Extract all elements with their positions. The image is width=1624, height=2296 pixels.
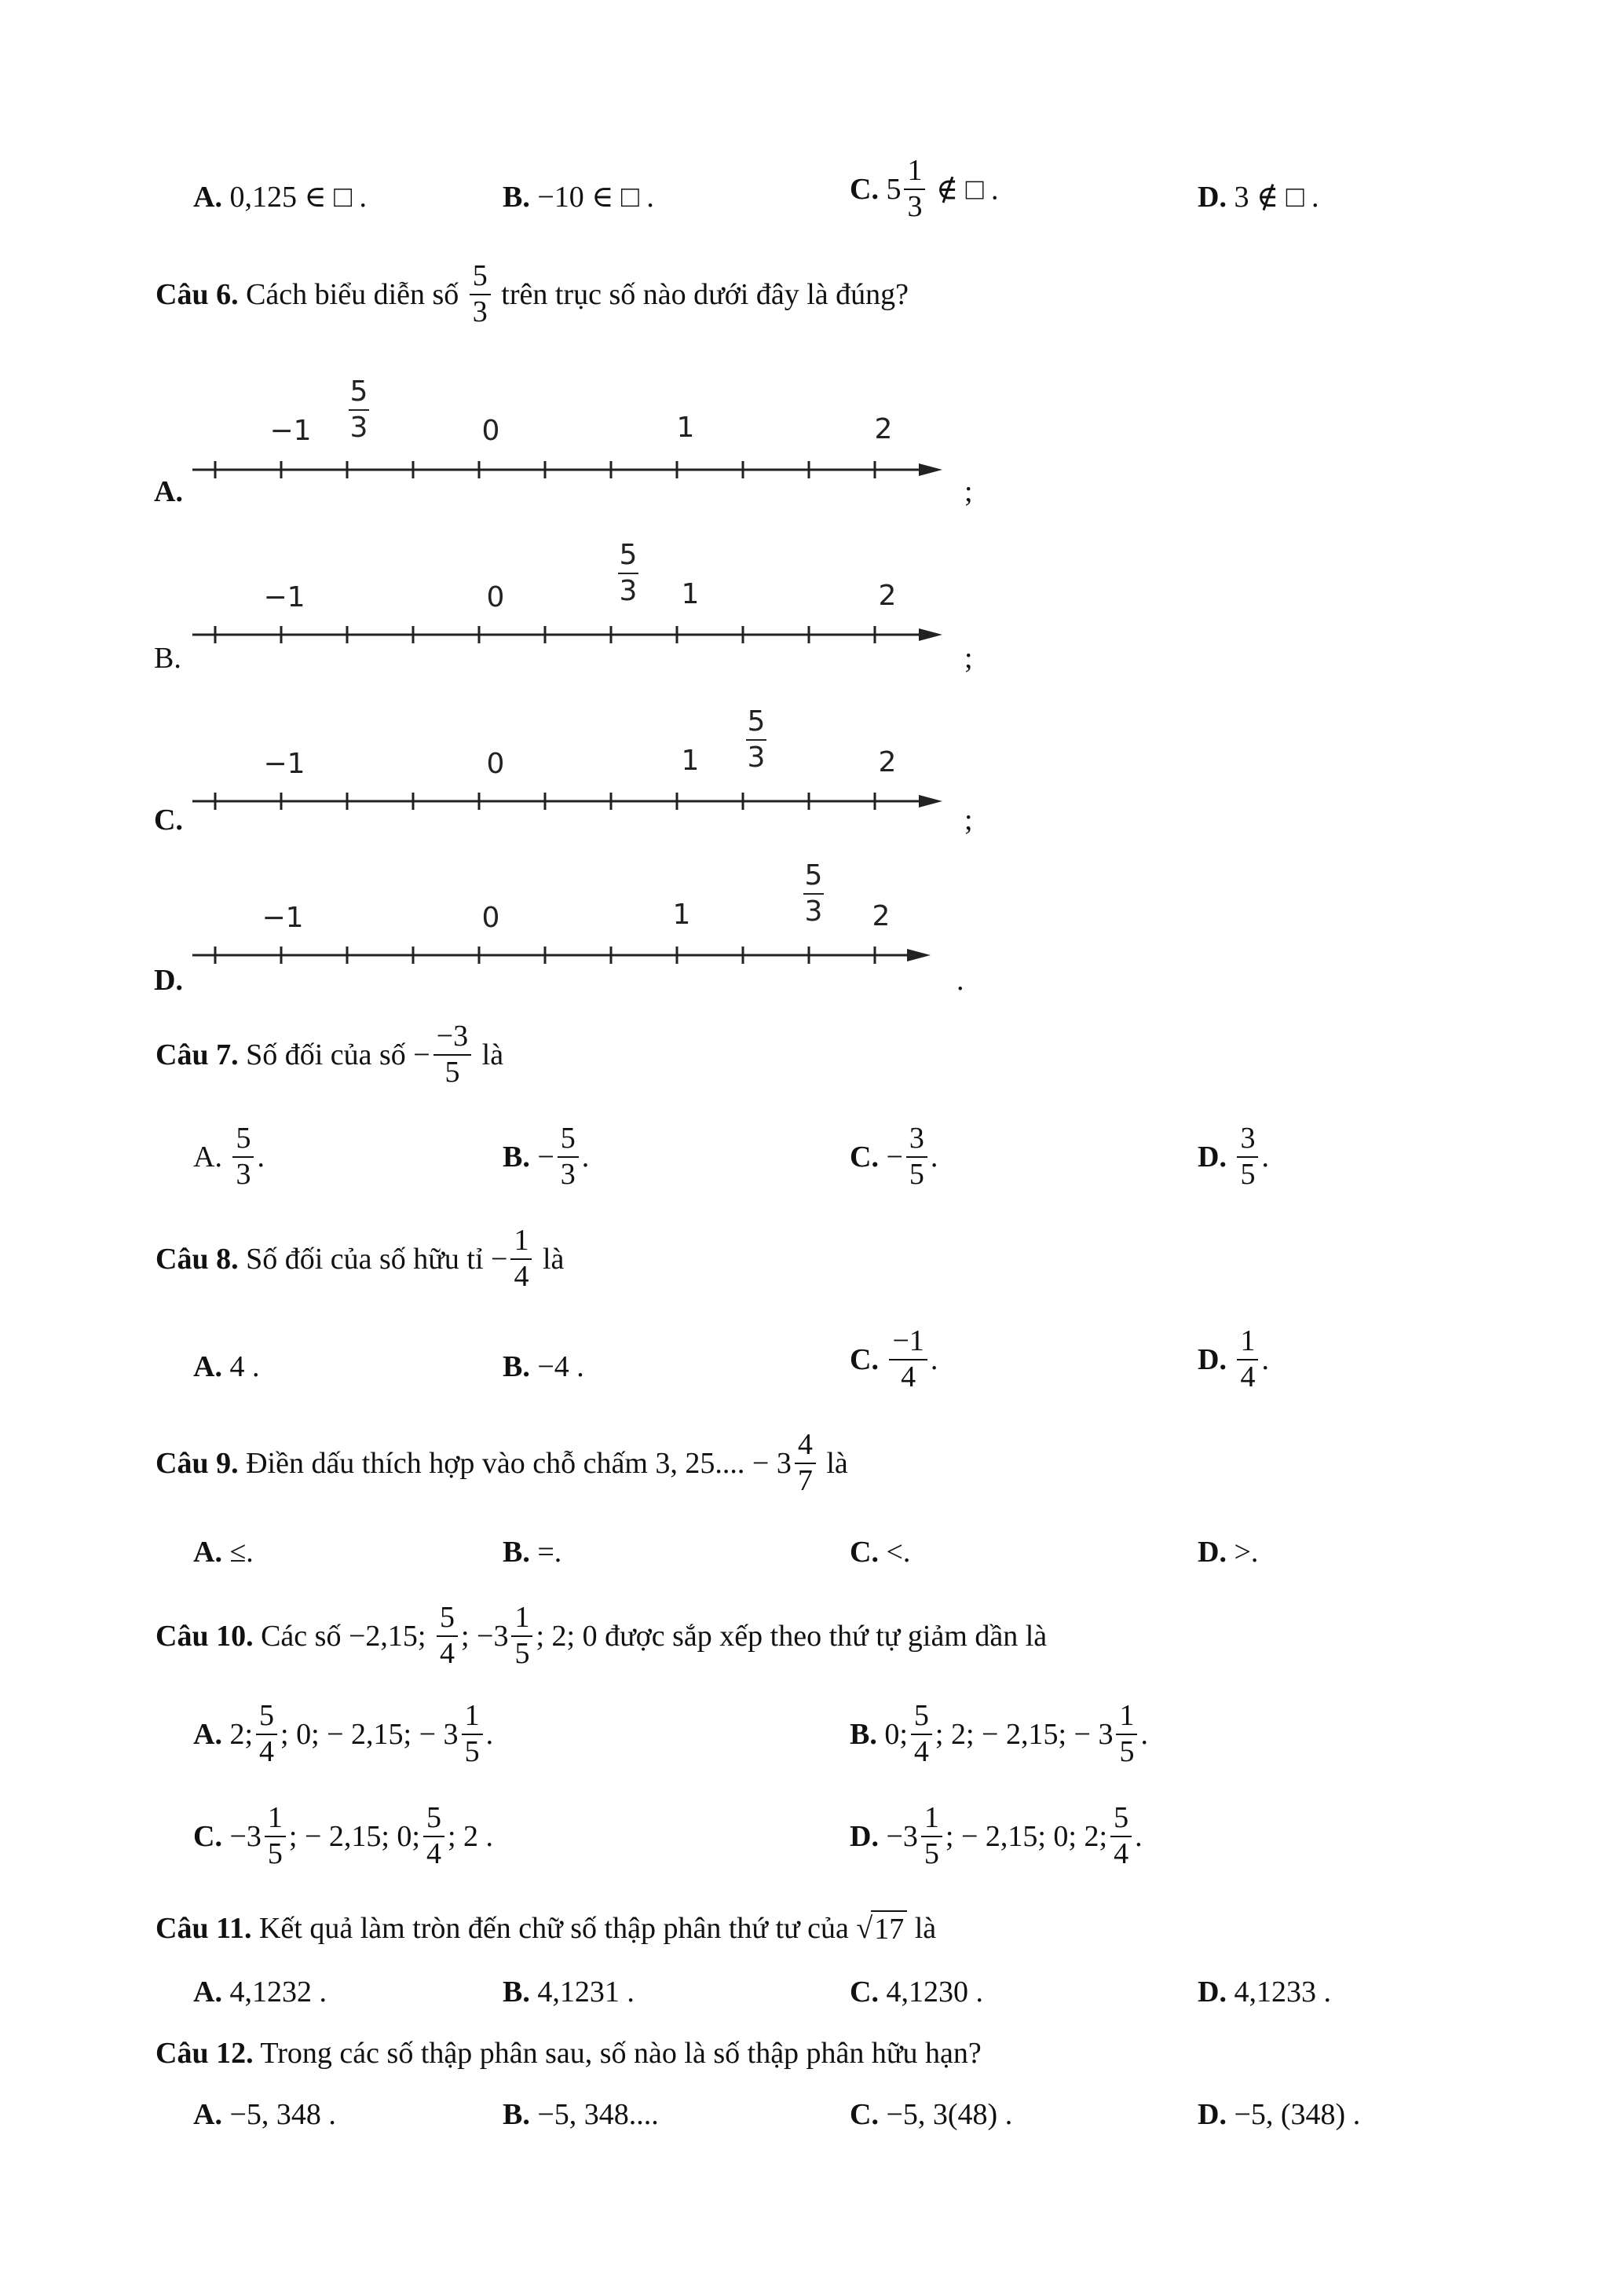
q8-option-d[interactable]: D. $\frac{1}{4}$ . [1198,1324,1269,1393]
fraction-denominator: 3 [349,412,368,444]
fraction-numerator: 5 [619,539,638,571]
fraction: $\frac{1}{4}$ [1237,1326,1258,1393]
label-minus-one: −1 [263,748,305,780]
radical-sign-icon: √ [856,1912,873,1945]
fraction: $\frac{5}{3}$ [470,261,491,328]
mixed-number: 5 $\frac{1}{3}$ [886,156,928,223]
square-root: √ 17 [856,1910,907,1946]
q6-option-a-end: ; [964,475,973,508]
q6-option-d-letter[interactable]: D. [154,964,183,997]
label-minus-one: −1 [263,581,305,613]
q9-option-a[interactable]: A. ≤. [193,1536,254,1569]
q7-option-c[interactable]: C. − $\frac{3}{5}$ . [850,1122,938,1191]
fraction: $\frac{3}{5}$ [1237,1123,1258,1191]
q6-option-a-letter[interactable]: A. [154,475,183,508]
fraction-denominator: 3 [619,575,638,607]
q7-option-b[interactable]: B. − $\frac{5}{3}$ . [503,1122,590,1191]
q12-option-d[interactable]: D. −5, (348) . [1198,2098,1361,2131]
label-zero: 0 [481,415,500,447]
fraction: $\frac{5}{4}$ [911,1701,932,1768]
q10-prompt: Câu 10. Các số −2,15; $\frac{5}{4}$ ; −3 $\frac{1}{5}$ ; 2; 0 được sắp xếp theo thứ tự giảm dần là [155,1601,1048,1670]
fraction-numerator: 5 [349,375,368,408]
q6-option-b-end: ; [964,642,973,675]
q9-option-c[interactable]: C. <. [850,1536,911,1569]
label-two: 2 [874,413,893,445]
option-letter: B. [503,181,530,214]
q8-option-c[interactable]: C. $\frac{-1}{4}$ . [850,1324,938,1393]
label-two: 2 [878,746,897,778]
label-two: 2 [878,580,897,612]
q5-option-a[interactable] [193,179,367,214]
number-line-c [157,694,942,851]
q11-option-d[interactable]: D. 4,1233 . [1198,1976,1331,2009]
label-zero: 0 [481,902,500,934]
fraction: $\frac{1}{5}$ [511,1602,532,1670]
q9-prompt: Câu 9. Điền dấu thích hợp vào chỗ chấm 3, 25.... − 3 $\frac{4}{7}$ là [155,1428,848,1497]
q6-option-b-letter[interactable]: B. [154,642,181,675]
q7-option-d[interactable]: D. $\frac{3}{5}$ . [1198,1122,1269,1191]
fraction: $\frac{5}{4}$ [256,1701,277,1768]
q7-option-a[interactable]: A. $\frac{5}{3}$ . [193,1122,265,1191]
q11-prompt: Câu 11. Kết quả làm tròn đến chữ số thập phân thứ tư của √ 17 là [155,1912,937,1946]
label-one: 1 [672,899,691,931]
fraction: $\frac{1}{5}$ [1116,1701,1137,1768]
question-label: Câu 9. [155,1446,239,1480]
q9-option-d[interactable]: D. >. [1198,1536,1259,1569]
q9-option-b[interactable]: B. =. [503,1536,562,1569]
option-text: 3 ∉ □ . [1234,181,1319,214]
q11-option-a[interactable]: A. 4,1232 . [193,1976,327,2009]
fraction: $\frac{5}{4}$ [437,1602,458,1670]
question-label: Câu 6. [155,277,239,311]
q12-prompt: Câu 12. Trong các số thập phân sau, số nào là số thập phân hữu hạn? [155,2037,982,2070]
fraction: $\frac{-3}{5}$ [433,1021,471,1089]
label-zero: 0 [486,581,505,613]
q6-option-c-letter[interactable]: C. [154,804,183,837]
q10-option-b[interactable]: B. 0; $\frac{5}{4}$ ; 2; − 2,15; − 3 $\frac{1}{5}$ . [850,1699,1148,1768]
q12-option-b[interactable]: B. −5, 348.... [503,2098,659,2131]
question-label: Câu 8. [155,1242,239,1276]
q8-option-b[interactable]: B. −4 . [503,1350,584,1383]
q6-option-c-end: ; [964,804,973,837]
number-line-d [157,848,942,1005]
q10-option-c[interactable]: C. −3 $\frac{1}{5}$ ; − 2,15; 0; $\frac{5}{4}$ ; 2 . [193,1801,494,1870]
label-minus-one: −1 [269,415,312,447]
option-letter: C. [850,172,879,206]
axis-arrow [919,795,942,807]
fraction: $\frac{5}{3}$ [232,1123,254,1191]
option-text: 0,125 ∈ □ . [229,181,368,214]
q6-option-d-end: . [956,964,964,997]
fraction: $\frac{3}{5}$ [906,1123,927,1191]
q6-prompt: Câu 6. Cách biểu diễn số $\frac{5}{3}$ trên trục số nào dưới đây là đúng? [155,259,909,328]
q10-option-a[interactable]: A. 2; $\frac{5}{4}$ ; 0; − 2,15; − 3 $\frac{1}{5}$ . [193,1699,494,1768]
q5-option-b[interactable] [503,179,654,214]
label-two: 2 [872,900,891,932]
question-label: Câu 7. [155,1038,239,1071]
label-zero: 0 [486,748,505,780]
q12-option-c[interactable]: C. −5, 3(48) . [850,2098,1013,2131]
fraction: $\frac{1}{5}$ [462,1701,483,1768]
label-one: 1 [681,578,700,610]
fraction: $\frac{1}{3}$ [904,156,925,223]
question-label: Câu 11. [155,1912,252,1945]
q11-option-b[interactable]: B. 4,1231 . [503,1976,635,2009]
fraction: $\frac{-1}{4}$ [889,1326,927,1393]
q8-prompt: Câu 8. Số đối của số hữu tỉ − $\frac{1}{4}$ là [155,1224,565,1293]
q5-option-c[interactable]: C. 5 $\frac{1}{3}$ ∉ □ . [850,154,999,223]
axis-arrow [919,628,942,641]
fraction-numerator: 5 [804,859,823,892]
fraction: $\frac{5}{4}$ [423,1803,444,1870]
fraction: $\frac{5}{3}$ [558,1123,579,1191]
q11-option-c[interactable]: C. 4,1230 . [850,1976,983,2009]
label-one: 1 [681,745,700,777]
number-line-b [157,528,942,685]
axis-arrow [919,463,942,476]
label-minus-one: −1 [262,902,304,934]
fraction: $\frac{5}{4}$ [1110,1803,1132,1870]
question-label: Câu 10. [155,1619,254,1653]
q10-option-d[interactable]: D. −3 $\frac{1}{5}$ ; − 2,15; 0; 2; $\frac{5}{4}$ . [850,1801,1143,1870]
option-letter: D. [1198,181,1227,214]
axis-arrow [907,949,931,961]
number-line-a [157,361,942,518]
q7-prompt: Câu 7. Số đối của số − $\frac{-3}{5}$ là [155,1020,504,1089]
q12-option-a[interactable]: A. −5, 348 . [193,2098,336,2131]
question-label: Câu 12. [155,2037,254,2070]
label-one: 1 [676,412,695,444]
fraction-denominator: 3 [804,895,823,928]
fraction-numerator: 5 [747,705,766,738]
q8-option-a[interactable]: A. 4 . [193,1350,260,1383]
fraction-denominator: 3 [747,742,766,774]
fraction: $\frac{4}{7}$ [795,1430,816,1497]
option-letter: A. [193,181,222,214]
q5-option-d[interactable] [1198,179,1319,214]
fraction: $\frac{1}{4}$ [510,1225,532,1293]
option-text: −10 ∈ □ . [537,181,654,214]
fraction: $\frac{1}{5}$ [921,1803,942,1870]
fraction: $\frac{1}{5}$ [265,1803,286,1870]
